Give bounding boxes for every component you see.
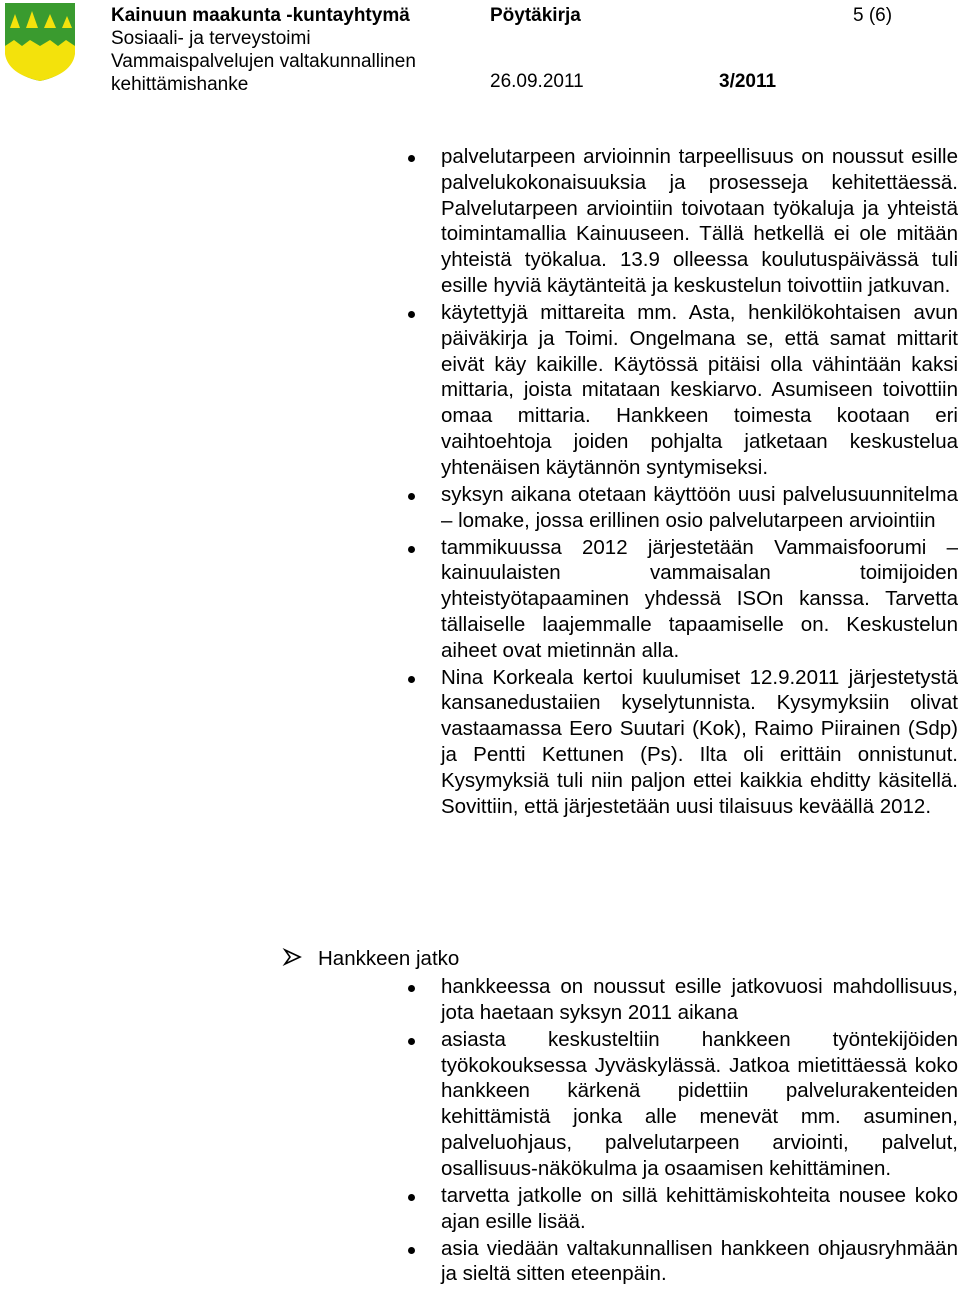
bullet-icon [408, 676, 415, 683]
document-type: Pöytäkirja [490, 5, 581, 26]
arrow-bullet-icon [282, 947, 318, 973]
bullet-icon [408, 1038, 415, 1045]
department-name: Sosiaali- ja terveystoimi [111, 28, 311, 49]
bullet-icon [408, 1194, 415, 1201]
bullet-icon [408, 493, 415, 500]
section-heading [282, 946, 459, 973]
bullet-list-top [441, 144, 958, 821]
bullet-icon [408, 1247, 415, 1254]
list-item: asia viedään valtakunnallisen hankkeen ohjausryhmään ja sieltä sitten eteenpäin. [441, 1236, 958, 1288]
bullet-list-section [441, 974, 958, 1288]
list-item: asiasta keskusteltiin hankkeen työntekijöiden työkokouksessa Jyväskylässä. Jatkoa mietittäessä koko hankkeen kärkenä pidettiin palvelurakenteiden kehittämistä jonka alle menevät mm. asuminen, palveluohjaus, palvelutarpeen arviointi, palvelut, osallisuus-näkökulma ja osaamisen kehittäminen. [441, 1027, 958, 1182]
section-title: Hankkeen jatko [318, 947, 460, 970]
list-item: tammikuussa 2012 järjestetään Vammaisfoorumi – kainuulaisten vammaisalan toimijoiden yhteistyötapaaminen yhdessä ISOn kanssa. Tarvetta tällaiselle laajemmalle tapaamiselle on. Keskustelun aiheet ovat mietinnän alla. [441, 535, 958, 664]
bullet-icon [408, 985, 415, 992]
list-item: tarvetta jatkolle on sillä kehittämiskohteita nousee koko ajan esille lisää. [441, 1183, 958, 1235]
list-item: käytettyjä mittareita mm. Asta, henkilökohtaisen avun päiväkirja ja Toimi. Ongelmana se, että samat mittarit eivät käy kaikille. Käytössä pitäisi olla vähintään kaksi mittaria, joista mitataan keskiarvo. Asumiseen toivottiin omaa mittaria. Hankkeen toimesta kootaan eri vaihtoehtoja joiden pohjalta jatketaan keskustelua yhtenäisen käytännön syntymiseksi. [441, 300, 958, 481]
bullet-icon [408, 311, 415, 318]
list-item: syksyn aikana otetaan käyttöön uusi palvelusuunnitelma – lomake, jossa erillinen osio palvelutarpeen arviointiin [441, 482, 958, 534]
kainuu-coat-of-arms-logo [4, 2, 76, 82]
page-number: 5 (6) [853, 5, 893, 26]
project-name-line2: kehittämishanke [111, 74, 249, 95]
bullet-icon [408, 546, 415, 553]
meeting-number: 3/2011 [719, 71, 777, 92]
document-date: 26.09.2011 [490, 71, 584, 92]
shield-yellow-band [5, 40, 75, 81]
org-name: Kainuun maakunta -kuntayhtymä [111, 5, 410, 26]
bullet-icon [408, 155, 415, 162]
list-item: palvelutarpeen arvioinnin tarpeellisuus on noussut esille palvelukokonaisuuksia ja prosesseja kehitettäessä. Palvelutarpeen arviointiin toivotaan työkaluja ja yhteistä toimintamallia Kainuuseen. Tällä hetkellä ei ole mitään yhteistä työkalua. 13.9 olleessa koulutuspäivässä tuli esille hyviä käytänteitä ja keskustelun toivottiin jatkuvan. [441, 144, 958, 299]
list-item: hankkeessa on noussut esille jatkovuosi mahdollisuus, jota haetaan syksyn 2011 aikana [441, 974, 958, 1026]
list-item: Nina Korkeala kertoi kuulumiset 12.9.2011 järjestetystä kansanedustaiien kyselytunnista. Kysymyksiin olivat vastaamassa Eero Suutari (Kok), Raimo Piirainen (Sdp) ja Pentti Kettunen (Ps). Ilta oli erittäin onnistunut. Kysymyksiä tuli niin paljon ettei kaikkia ehditty käsitellä. Sovittiin, että järjestetään uusi tilaisuus keväällä 2012. [441, 665, 958, 820]
project-name-line1: Vammaispalvelujen valtakunnallinen [111, 51, 416, 72]
